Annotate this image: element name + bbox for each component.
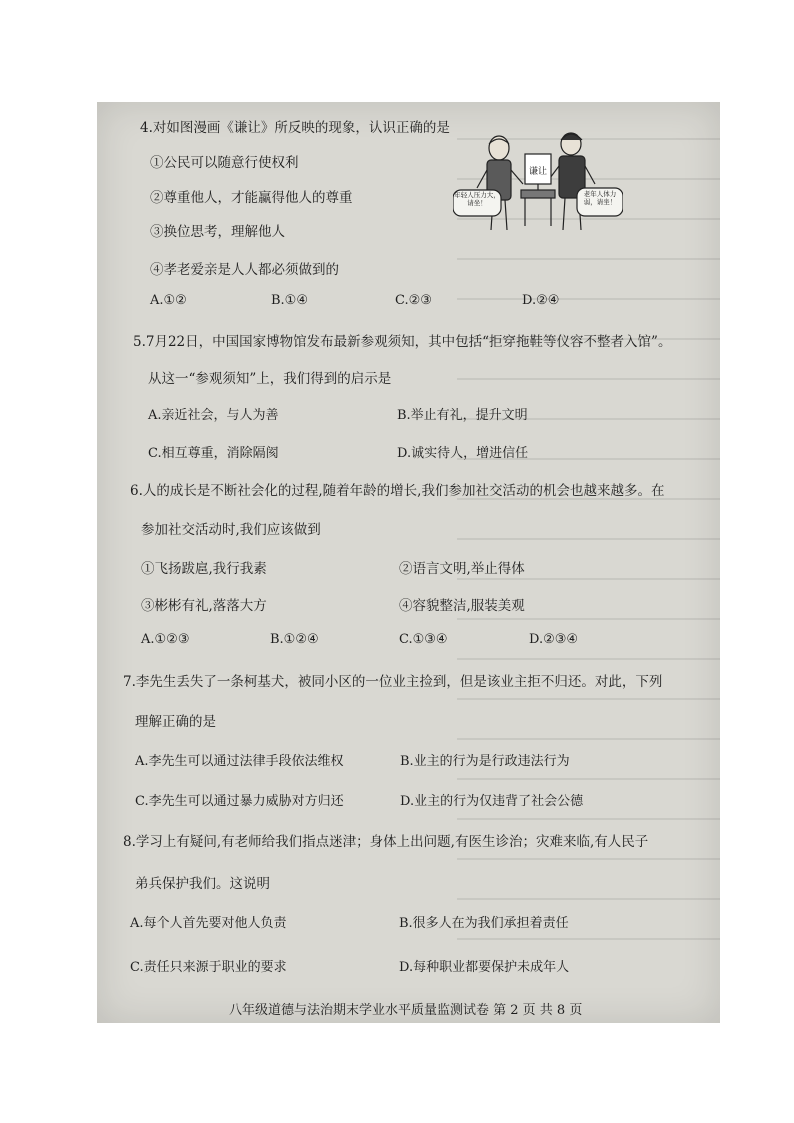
q7-stem-line2: 理解正确的是 (135, 714, 216, 730)
cartoon-right-bubble: 老年人体力弱，请坐！ (583, 190, 617, 206)
q8-option-d: D.每种职业都要保护未成年人 (399, 960, 570, 975)
q5-stem-line2: 从这一“参观须知”上，我们得到的启示是 (148, 371, 392, 387)
q4-option-d: D.②④ (522, 293, 560, 308)
cartoon-left-bubble: 年轻人压力大，请坐！ (454, 191, 500, 207)
q6-item-3: ③彬彬有礼,落落大方 (141, 598, 267, 614)
q5-option-c: C.相互尊重，消除隔阂 (148, 446, 279, 461)
q6-stem-line2: 参加社交活动时,我们应该做到 (141, 522, 321, 538)
q6-option-c: C.①③④ (399, 632, 448, 647)
q7-option-a: A.李先生可以通过法律手段依法维权 (135, 754, 344, 769)
q8-option-c: C.责任只来源于职业的要求 (130, 960, 287, 975)
q6-item-1: ①飞扬跋扈,我行我素 (141, 561, 267, 577)
q7-stem-line1: 7.李先生丢失了一条柯基犬，被同小区的一位业主捡到，但是该业主拒不归还。对此，下列 (123, 674, 663, 690)
q4-option-b: B.①④ (271, 293, 308, 308)
q4-item-1: ①公民可以随意行使权利 (150, 155, 299, 171)
q6-item-4: ④容貌整洁,服装美观 (399, 598, 525, 614)
cartoon-illustration (453, 130, 623, 242)
exam-page (97, 102, 720, 1023)
cartoon-sign-text: 谦让 (528, 167, 548, 177)
q8-option-b: B.很多人在为我们承担着责任 (399, 916, 569, 931)
q8-stem-line1: 8.学习上有疑问,有老师给我们指点迷津；身体上出问题,有医生诊治；灾难来临,有人民子 (123, 834, 649, 850)
q6-option-a: A.①②③ (141, 632, 190, 647)
q7-option-c: C.李先生可以通过暴力威胁对方归还 (135, 794, 344, 809)
q4-item-3: ③换位思考，理解他人 (150, 224, 285, 240)
q5-option-a: A.亲近社会，与人为善 (148, 408, 279, 423)
page-footer: 八年级道德与法治期末学业水平质量监测试卷 第 2 页 共 8 页 (229, 1003, 583, 1018)
q4-option-c: C.②③ (395, 293, 432, 308)
q7-option-d: D.业主的行为仅违背了社会公德 (400, 794, 584, 809)
q7-option-b: B.业主的行为是行政违法行为 (400, 754, 570, 769)
q5-option-d: D.诚实待人，增进信任 (397, 446, 529, 461)
q6-item-2: ②语言文明,举止得体 (399, 561, 525, 577)
q8-stem-line2: 弟兵保护我们。这说明 (135, 876, 270, 892)
q4-option-a: A.①② (150, 293, 187, 308)
q8-option-a: A.每个人首先要对他人负责 (130, 916, 287, 931)
q6-stem-line1: 6.人的成长是不断社会化的过程,随着年龄的增长,我们参加社交活动的机会也越来越多。在 (130, 483, 665, 499)
q5-stem-line1: 5.7月22日，中国国家博物馆发布最新参观须知，其中包括“拒穿拖鞋等仪容不整者入馆”。 (133, 334, 672, 350)
q4-item-4: ④孝老爱亲是人人都必须做到的 (150, 262, 339, 278)
q5-option-b: B.举止有礼，提升文明 (397, 408, 528, 423)
q4-stem: 4.对如图漫画《谦让》所反映的现象，认识正确的是 (140, 120, 450, 136)
q4-item-2: ②尊重他人，才能赢得他人的尊重 (150, 190, 353, 206)
q6-option-b: B.①②④ (270, 632, 319, 647)
q6-option-d: D.②③④ (529, 632, 579, 647)
